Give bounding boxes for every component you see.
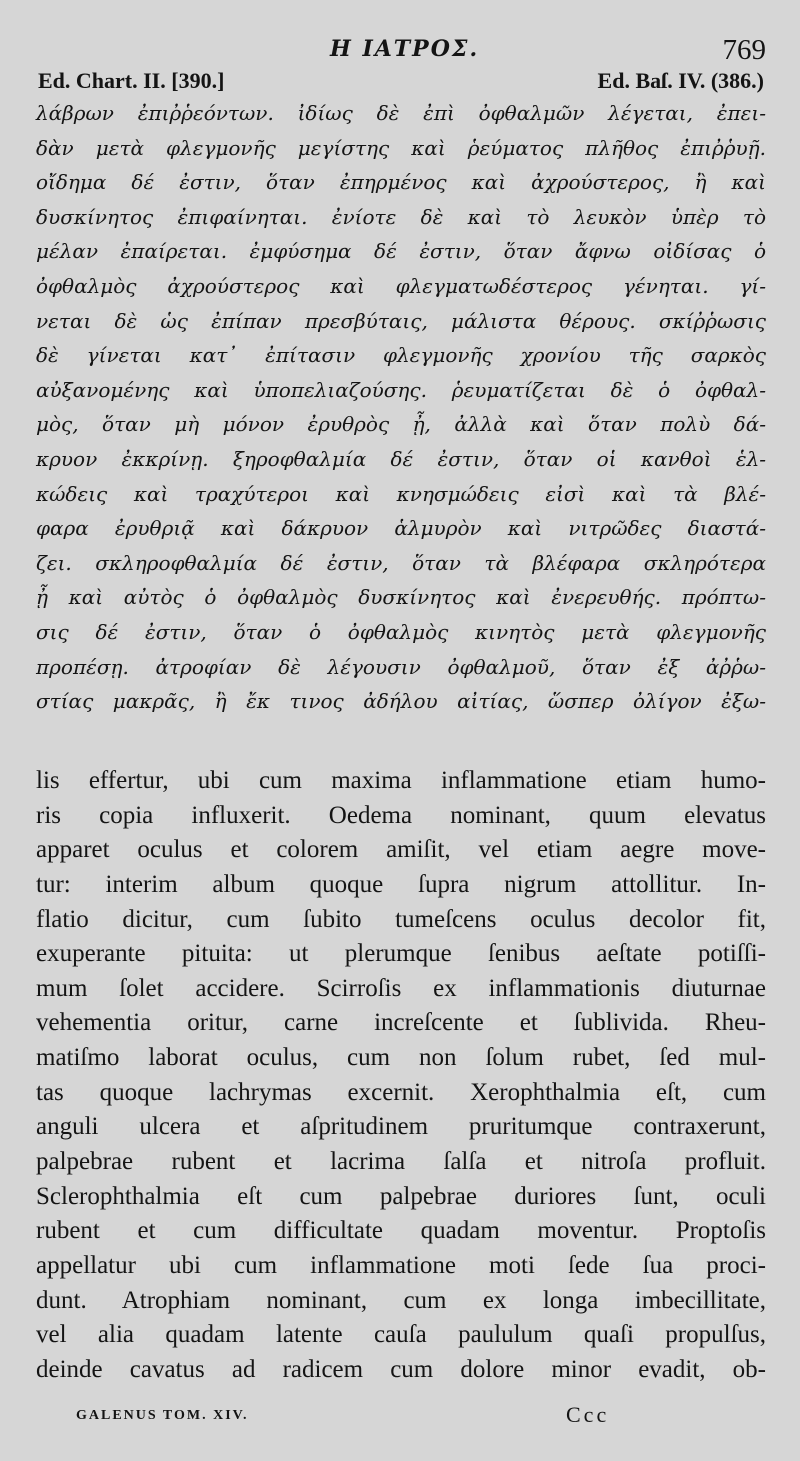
page-footer — [0, 1400, 800, 1436]
latin-text-line: palpebrae rubent et lacrima ſalſa et nitroſa profluit. — [36, 1148, 766, 1176]
latin-text-line: appellatur ubi cum inflammatione moti ſede ſua proci- — [36, 1251, 766, 1279]
latin-text-line: anguli ulcera et aſpritudinem pruritumque contraxerunt, — [36, 1113, 766, 1141]
latin-text-line: vehementia oritur, carne increſcente et ſublivida. Rheu- — [36, 1009, 766, 1037]
latin-text-line: tur: interim album quoque ſupra nigrum attollitur. In- — [36, 870, 766, 898]
greek-text-line: δὰν μετὰ φλεγμονῆς μεγίστης καὶ ῥεύματος πλῆθος ἐπιῤῥυῇ. — [36, 135, 766, 160]
latin-text-line: ris copia influxerit. Oedema nominant, quum elevatus — [36, 801, 766, 829]
latin-text-line: deinde cavatus ad radicem cum dolore minor evadit, ob- — [36, 1355, 766, 1383]
greek-text-line: ᾖ καὶ αὐτὸς ὁ ὀφθαλμὸς δυσκίνητος καὶ ἐνερευθής. πρόπτω- — [36, 585, 766, 610]
greek-text-line: δυσκίνητος ἐπιφαίνηται. ἐνίοτε δὲ καὶ τὸ λευκὸν ὑπὲρ τὸ — [36, 204, 766, 229]
running-head — [0, 34, 800, 68]
greek-text-line: λάβρων ἐπιῤῥεόντων. ἰδίως δὲ ἐπὶ ὀφθαλμῶν λέγεται, ἐπει- — [36, 101, 766, 125]
greek-text-line: αὐξανομένης καὶ ὑποπελιαζούσης. ῥευματίζεται δὲ ὁ ὀφθαλ- — [36, 377, 766, 402]
greek-text-line: σις δέ ἐστιν, ὅταν ὁ ὀφθαλμὸς κινητὸς μετὰ φλεγμονῆς — [36, 619, 766, 644]
greek-text-line: οἴδημα δέ ἐστιν, ὅταν ἐπηρμένος καὶ ἀχρούστερος, ἢ καὶ — [36, 170, 766, 195]
greek-text-line: προπέσῃ. ἀτροφίαν δὲ λέγουσιν ὀφθαλμοῦ, ὅταν ἐξ ἀῤῥω- — [36, 654, 766, 679]
latin-text-line: mum ſolet accidere. Scirroſis ex inflammationis diuturnae — [36, 974, 766, 1002]
greek-text-line: μὸς, ὅταν μὴ μόνον ἐρυθρὸς ᾖ, ἀλλὰ καὶ ὅταν πολὺ δά- — [36, 412, 766, 437]
latin-text-line: lis effertur, ubi cum maxima inflammatione etiam humo- — [36, 767, 766, 794]
running-title: Η ΙΑΤΡΟΣ. — [330, 36, 480, 62]
greek-text-line: δὲ γίνεται κατ᾽ ἐπίτασιν φλεγμονῆς χρονίου τῆς σαρκὸς — [36, 343, 766, 368]
latin-text-line: tas quoque lachrymas excernit. Xerophthalmia eſt, cum — [36, 1078, 766, 1106]
latin-text-line: vel alia quadam latente cauſa paululum quaſi propulſus, — [36, 1321, 766, 1349]
greek-text-line: ζει. σκληροφθαλμία δέ ἐστιν, ὅταν τὰ βλέφαρα σκληρότερα — [36, 550, 766, 575]
latin-text-line: exuperante pituita: ut plerumque ſenibus aeſtate potiſſi- — [36, 940, 766, 968]
latin-text-block — [36, 764, 766, 1388]
latin-text-line: Sclerophthalmia eſt cum palpebrae duriores ſunt, oculi — [36, 1182, 766, 1210]
edition-reference-right: Ed. Baſ. IV. (386.) — [597, 68, 764, 93]
edition-reference-left: Ed. Chart. II. [390.] — [38, 68, 225, 93]
greek-text-line: ὀφθαλμὸς ἀχρούστερος καὶ φλεγματωδέστερος γένηται. γί- — [36, 273, 766, 298]
page-number: 769 — [722, 34, 766, 66]
latin-text-line: apparet oculus et colorem amiſit, vel etiam aegre move- — [36, 836, 766, 864]
greek-text-line: φαρα ἐρυθριᾷ καὶ δάκρυον ἁλμυρὸν καὶ νιτρῶδες διαστά- — [36, 516, 766, 541]
greek-text-line: στίας μακρᾶς, ἢ ἔκ τινος ἀδήλου αἰτίας, ὥσπερ ὀλίγον ἐξω- — [36, 689, 766, 714]
edition-references — [0, 68, 800, 96]
latin-text-line: rubent et cum difficultate quadam moventur. Proptoſis — [36, 1217, 766, 1245]
gathering-signature: Ccc — [566, 1402, 610, 1427]
greek-text-line: κώδεις καὶ τραχύτεροι καὶ κνησμώδεις εἰσὶ καὶ τὰ βλέ- — [36, 481, 766, 506]
greek-text-line: μέλαν ἐπαίρεται. ἐμφύσημα δέ ἐστιν, ὅταν ἄφνω οἰδίσας ὁ — [36, 239, 766, 264]
greek-text-line: νεται δὲ ὡς ἐπίπαν πρεσβύταις, μάλιστα θέρους. σκίῤῥωσις — [36, 308, 766, 333]
latin-text-line: matiſmo laborat oculus, cum non ſolum rubet, ſed mul- — [36, 1044, 766, 1072]
volume-signature: GALENUS TOM. XIV. — [76, 1408, 249, 1423]
latin-text-line: flatio dicitur, cum ſubito tumeſcens oculus decolor fit, — [36, 905, 766, 933]
greek-text-line: κρυον ἐκκρίνῃ. ξηροφθαλμία δέ ἐστιν, ὅταν οἱ κανθοὶ ἑλ- — [36, 446, 766, 471]
greek-text-block — [36, 96, 766, 719]
latin-text-line: dunt. Atrophiam nominant, cum ex longa imbecillitate, — [36, 1286, 766, 1314]
